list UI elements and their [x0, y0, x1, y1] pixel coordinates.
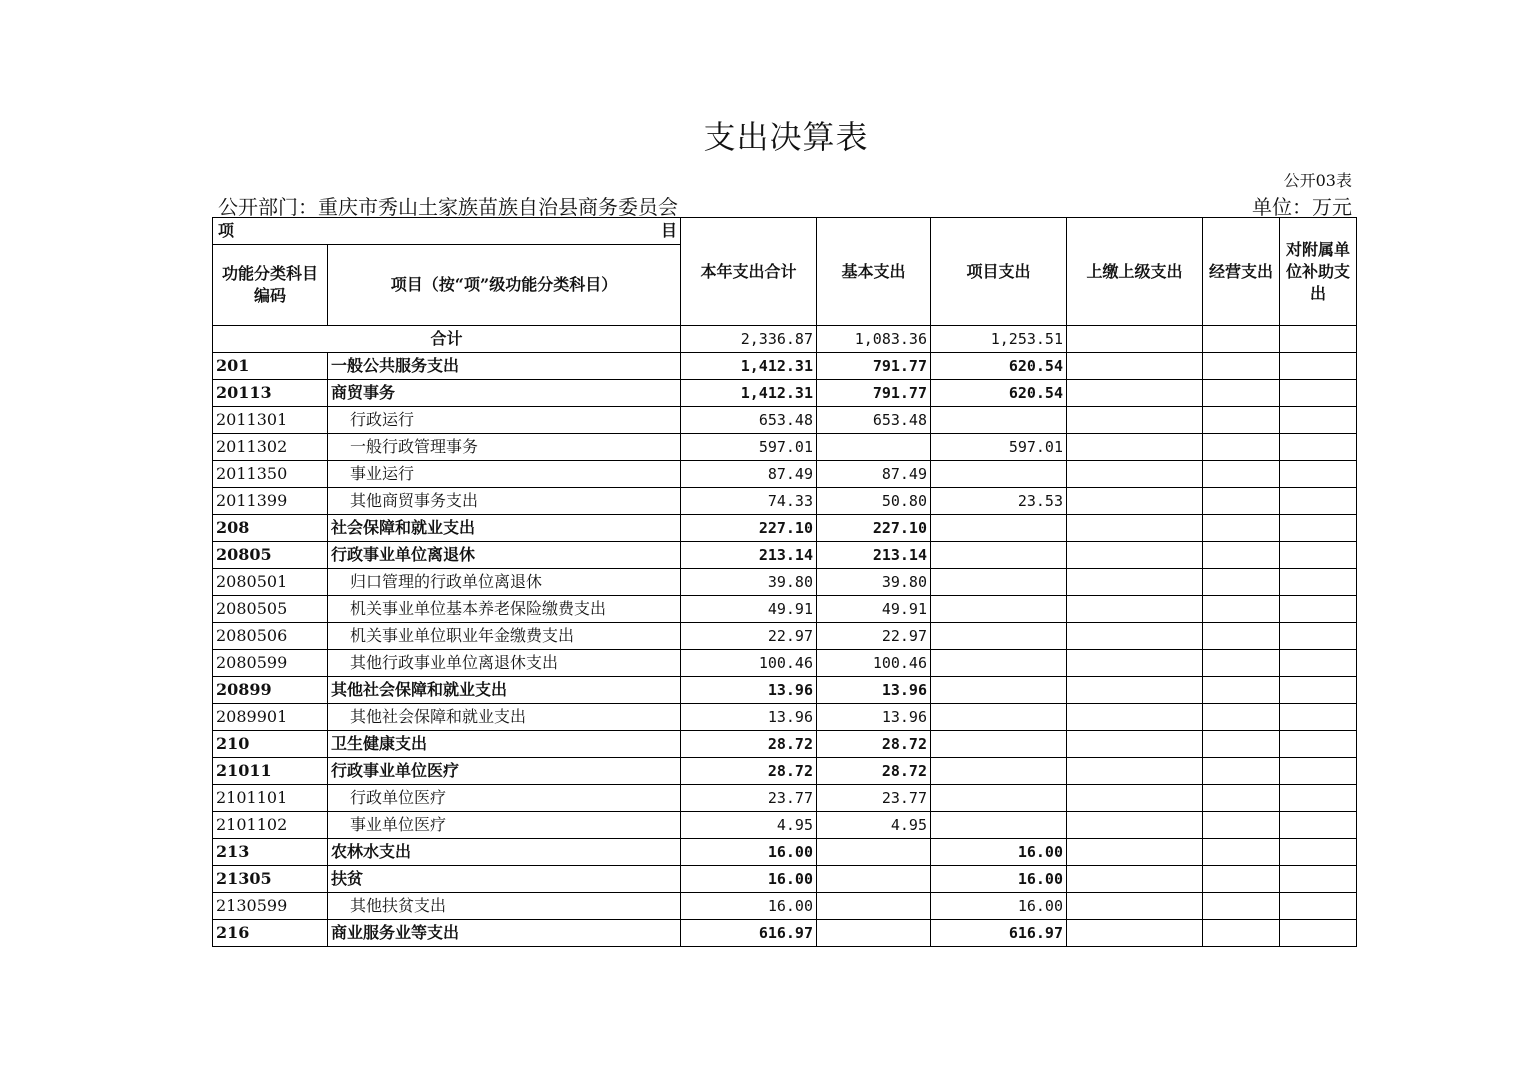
row-superior — [1067, 407, 1203, 434]
row-code: 20899 — [213, 677, 328, 704]
row-business — [1203, 812, 1280, 839]
table-row — [213, 407, 1357, 434]
row-subsidy — [1280, 731, 1357, 758]
row-superior — [1067, 812, 1203, 839]
row-name: 行政事业单位离退休 — [328, 542, 681, 569]
row-superior — [1067, 569, 1203, 596]
expenditure-table — [212, 217, 1357, 947]
row-total: 28.72 — [681, 731, 817, 758]
row-superior — [1067, 731, 1203, 758]
row-total: 74.33 — [681, 488, 817, 515]
row-total: 597.01 — [681, 434, 817, 461]
table-row — [213, 353, 1357, 380]
row-business — [1203, 542, 1280, 569]
row-subsidy — [1280, 623, 1357, 650]
row-total: 16.00 — [681, 839, 817, 866]
row-subsidy — [1280, 596, 1357, 623]
row-basic: 13.96 — [817, 704, 931, 731]
row-total: 100.46 — [681, 650, 817, 677]
table-row — [213, 515, 1357, 542]
row-subsidy — [1280, 812, 1357, 839]
header-basic: 基本支出 — [817, 218, 931, 326]
total-business — [1203, 326, 1280, 353]
row-project — [931, 407, 1067, 434]
row-basic: 100.46 — [817, 650, 931, 677]
row-basic: 13.96 — [817, 677, 931, 704]
row-name: 行政运行 — [328, 407, 681, 434]
row-superior — [1067, 488, 1203, 515]
table-row — [213, 758, 1357, 785]
row-superior — [1067, 704, 1203, 731]
row-name: 商贸事务 — [328, 380, 681, 407]
row-total: 16.00 — [681, 893, 817, 920]
row-business — [1203, 650, 1280, 677]
header-name: 项目（按“项”级功能分类科目） — [328, 245, 681, 326]
row-basic: 22.97 — [817, 623, 931, 650]
row-superior — [1067, 434, 1203, 461]
row-basic: 791.77 — [817, 353, 931, 380]
table-row — [213, 812, 1357, 839]
row-basic: 49.91 — [817, 596, 931, 623]
department-label: 公开部门：重庆市秀山土家族苗族自治县商务委员会 — [218, 195, 678, 219]
row-code: 2089901 — [213, 704, 328, 731]
table-row — [213, 488, 1357, 515]
row-total: 23.77 — [681, 785, 817, 812]
row-subsidy — [1280, 488, 1357, 515]
row-business — [1203, 893, 1280, 920]
page-title: 支出决算表 — [703, 118, 869, 156]
row-project — [931, 623, 1067, 650]
row-superior — [1067, 677, 1203, 704]
row-business — [1203, 731, 1280, 758]
row-basic: 653.48 — [817, 407, 931, 434]
table-row — [213, 461, 1357, 488]
row-business — [1203, 569, 1280, 596]
row-superior — [1067, 515, 1203, 542]
row-superior — [1067, 623, 1203, 650]
row-basic — [817, 866, 931, 893]
row-basic — [817, 893, 931, 920]
row-code: 2011301 — [213, 407, 328, 434]
row-total: 28.72 — [681, 758, 817, 785]
row-superior — [1067, 650, 1203, 677]
table-row — [213, 569, 1357, 596]
table-row — [213, 893, 1357, 920]
row-project: 16.00 — [931, 893, 1067, 920]
table-row — [213, 650, 1357, 677]
row-business — [1203, 596, 1280, 623]
row-project: 616.97 — [931, 920, 1067, 947]
row-business — [1203, 353, 1280, 380]
row-project — [931, 758, 1067, 785]
row-project — [931, 515, 1067, 542]
row-code: 2080501 — [213, 569, 328, 596]
row-name: 社会保障和就业支出 — [328, 515, 681, 542]
row-project: 597.01 — [931, 434, 1067, 461]
row-total: 49.91 — [681, 596, 817, 623]
row-name: 一般公共服务支出 — [328, 353, 681, 380]
header-subsidy: 对附属单位补助支出 — [1280, 218, 1357, 326]
row-name: 机关事业单位职业年金缴费支出 — [328, 623, 681, 650]
table-row — [213, 704, 1357, 731]
row-name: 商业服务业等支出 — [328, 920, 681, 947]
row-superior — [1067, 596, 1203, 623]
row-name: 其他行政事业单位离退休支出 — [328, 650, 681, 677]
row-subsidy — [1280, 866, 1357, 893]
row-code: 2101102 — [213, 812, 328, 839]
row-superior — [1067, 839, 1203, 866]
row-subsidy — [1280, 461, 1357, 488]
row-subsidy — [1280, 677, 1357, 704]
row-code: 2011399 — [213, 488, 328, 515]
row-subsidy — [1280, 542, 1357, 569]
row-project: 620.54 — [931, 380, 1067, 407]
row-project: 16.00 — [931, 839, 1067, 866]
row-subsidy — [1280, 650, 1357, 677]
row-name: 其他商贸事务支出 — [328, 488, 681, 515]
row-project — [931, 785, 1067, 812]
row-total: 227.10 — [681, 515, 817, 542]
row-project — [931, 542, 1067, 569]
row-basic: 227.10 — [817, 515, 931, 542]
row-subsidy — [1280, 515, 1357, 542]
header-item-right: 目 — [660, 221, 677, 240]
row-code: 2080506 — [213, 623, 328, 650]
row-name: 其他社会保障和就业支出 — [328, 677, 681, 704]
total-basic: 1,083.36 — [817, 326, 931, 353]
table-row — [213, 623, 1357, 650]
row-name: 行政事业单位医疗 — [328, 758, 681, 785]
row-business — [1203, 758, 1280, 785]
row-project — [931, 677, 1067, 704]
header-code: 功能分类科目编码 — [213, 245, 328, 326]
row-superior — [1067, 353, 1203, 380]
row-business — [1203, 434, 1280, 461]
row-code: 21305 — [213, 866, 328, 893]
row-basic — [817, 434, 931, 461]
row-code: 2011302 — [213, 434, 328, 461]
unit-label: 单位：万元 — [1252, 195, 1352, 219]
row-basic — [817, 920, 931, 947]
row-business — [1203, 704, 1280, 731]
row-basic: 50.80 — [817, 488, 931, 515]
table-row — [213, 434, 1357, 461]
row-code: 2080505 — [213, 596, 328, 623]
row-superior — [1067, 758, 1203, 785]
row-project — [931, 650, 1067, 677]
row-business — [1203, 839, 1280, 866]
row-code: 216 — [213, 920, 328, 947]
row-subsidy — [1280, 839, 1357, 866]
header-business: 经营支出 — [1203, 218, 1280, 326]
row-business — [1203, 407, 1280, 434]
row-business — [1203, 380, 1280, 407]
row-business — [1203, 488, 1280, 515]
row-total: 87.49 — [681, 461, 817, 488]
row-superior — [1067, 380, 1203, 407]
row-project: 620.54 — [931, 353, 1067, 380]
row-basic: 39.80 — [817, 569, 931, 596]
row-business — [1203, 515, 1280, 542]
row-name: 其他社会保障和就业支出 — [328, 704, 681, 731]
row-business — [1203, 623, 1280, 650]
row-total: 1,412.31 — [681, 380, 817, 407]
row-superior — [1067, 893, 1203, 920]
row-name: 归口管理的行政单位离退休 — [328, 569, 681, 596]
row-project — [931, 731, 1067, 758]
row-subsidy — [1280, 785, 1357, 812]
row-basic: 87.49 — [817, 461, 931, 488]
row-name: 农林水支出 — [328, 839, 681, 866]
row-total: 653.48 — [681, 407, 817, 434]
row-total: 4.95 — [681, 812, 817, 839]
table-row — [213, 596, 1357, 623]
row-project — [931, 596, 1067, 623]
row-subsidy — [1280, 407, 1357, 434]
total-label: 合计 — [213, 326, 681, 353]
row-subsidy — [1280, 380, 1357, 407]
row-code: 2080599 — [213, 650, 328, 677]
row-project: 23.53 — [931, 488, 1067, 515]
row-project — [931, 461, 1067, 488]
form-number: 公开03表 — [1283, 171, 1352, 190]
row-subsidy — [1280, 758, 1357, 785]
row-total: 13.96 — [681, 704, 817, 731]
table-row — [213, 785, 1357, 812]
row-code: 213 — [213, 839, 328, 866]
row-project — [931, 569, 1067, 596]
row-total: 213.14 — [681, 542, 817, 569]
row-project — [931, 704, 1067, 731]
row-project — [931, 812, 1067, 839]
row-total: 39.80 — [681, 569, 817, 596]
table-row — [213, 677, 1357, 704]
row-business — [1203, 461, 1280, 488]
table-row — [213, 380, 1357, 407]
row-subsidy — [1280, 704, 1357, 731]
row-code: 210 — [213, 731, 328, 758]
row-superior — [1067, 542, 1203, 569]
row-total: 616.97 — [681, 920, 817, 947]
row-business — [1203, 920, 1280, 947]
row-basic — [817, 839, 931, 866]
table-row — [213, 542, 1357, 569]
row-name: 事业运行 — [328, 461, 681, 488]
row-subsidy — [1280, 353, 1357, 380]
row-code: 2130599 — [213, 893, 328, 920]
row-superior — [1067, 461, 1203, 488]
table-row — [213, 839, 1357, 866]
total-total: 2,336.87 — [681, 326, 817, 353]
row-code: 2101101 — [213, 785, 328, 812]
row-subsidy — [1280, 434, 1357, 461]
row-name: 卫生健康支出 — [328, 731, 681, 758]
row-basic: 28.72 — [817, 758, 931, 785]
row-basic: 28.72 — [817, 731, 931, 758]
row-superior — [1067, 920, 1203, 947]
row-code: 2011350 — [213, 461, 328, 488]
row-basic: 23.77 — [817, 785, 931, 812]
table-row — [213, 920, 1357, 947]
row-basic: 213.14 — [817, 542, 931, 569]
row-basic: 4.95 — [817, 812, 931, 839]
row-basic: 791.77 — [817, 380, 931, 407]
row-project: 16.00 — [931, 866, 1067, 893]
header-project: 项目支出 — [931, 218, 1067, 326]
row-business — [1203, 785, 1280, 812]
row-superior — [1067, 785, 1203, 812]
header-item — [213, 218, 681, 245]
row-business — [1203, 866, 1280, 893]
row-code: 20805 — [213, 542, 328, 569]
row-subsidy — [1280, 920, 1357, 947]
row-name: 行政单位医疗 — [328, 785, 681, 812]
header-total: 本年支出合计 — [681, 218, 817, 326]
total-row — [213, 326, 1357, 353]
table-row — [213, 731, 1357, 758]
row-subsidy — [1280, 569, 1357, 596]
table-row — [213, 866, 1357, 893]
total-superior — [1067, 326, 1203, 353]
row-subsidy — [1280, 893, 1357, 920]
row-code: 201 — [213, 353, 328, 380]
row-superior — [1067, 866, 1203, 893]
row-total: 1,412.31 — [681, 353, 817, 380]
total-subsidy — [1280, 326, 1357, 353]
row-name: 机关事业单位基本养老保险缴费支出 — [328, 596, 681, 623]
header-superior: 上缴上级支出 — [1067, 218, 1203, 326]
row-code: 21011 — [213, 758, 328, 785]
row-name: 其他扶贫支出 — [328, 893, 681, 920]
row-business — [1203, 677, 1280, 704]
header-item-left: 项 — [218, 221, 235, 240]
row-total: 22.97 — [681, 623, 817, 650]
total-project: 1,253.51 — [931, 326, 1067, 353]
row-name: 扶贫 — [328, 866, 681, 893]
row-name: 事业单位医疗 — [328, 812, 681, 839]
row-name: 一般行政管理事务 — [328, 434, 681, 461]
row-code: 208 — [213, 515, 328, 542]
row-total: 16.00 — [681, 866, 817, 893]
row-total: 13.96 — [681, 677, 817, 704]
row-code: 20113 — [213, 380, 328, 407]
